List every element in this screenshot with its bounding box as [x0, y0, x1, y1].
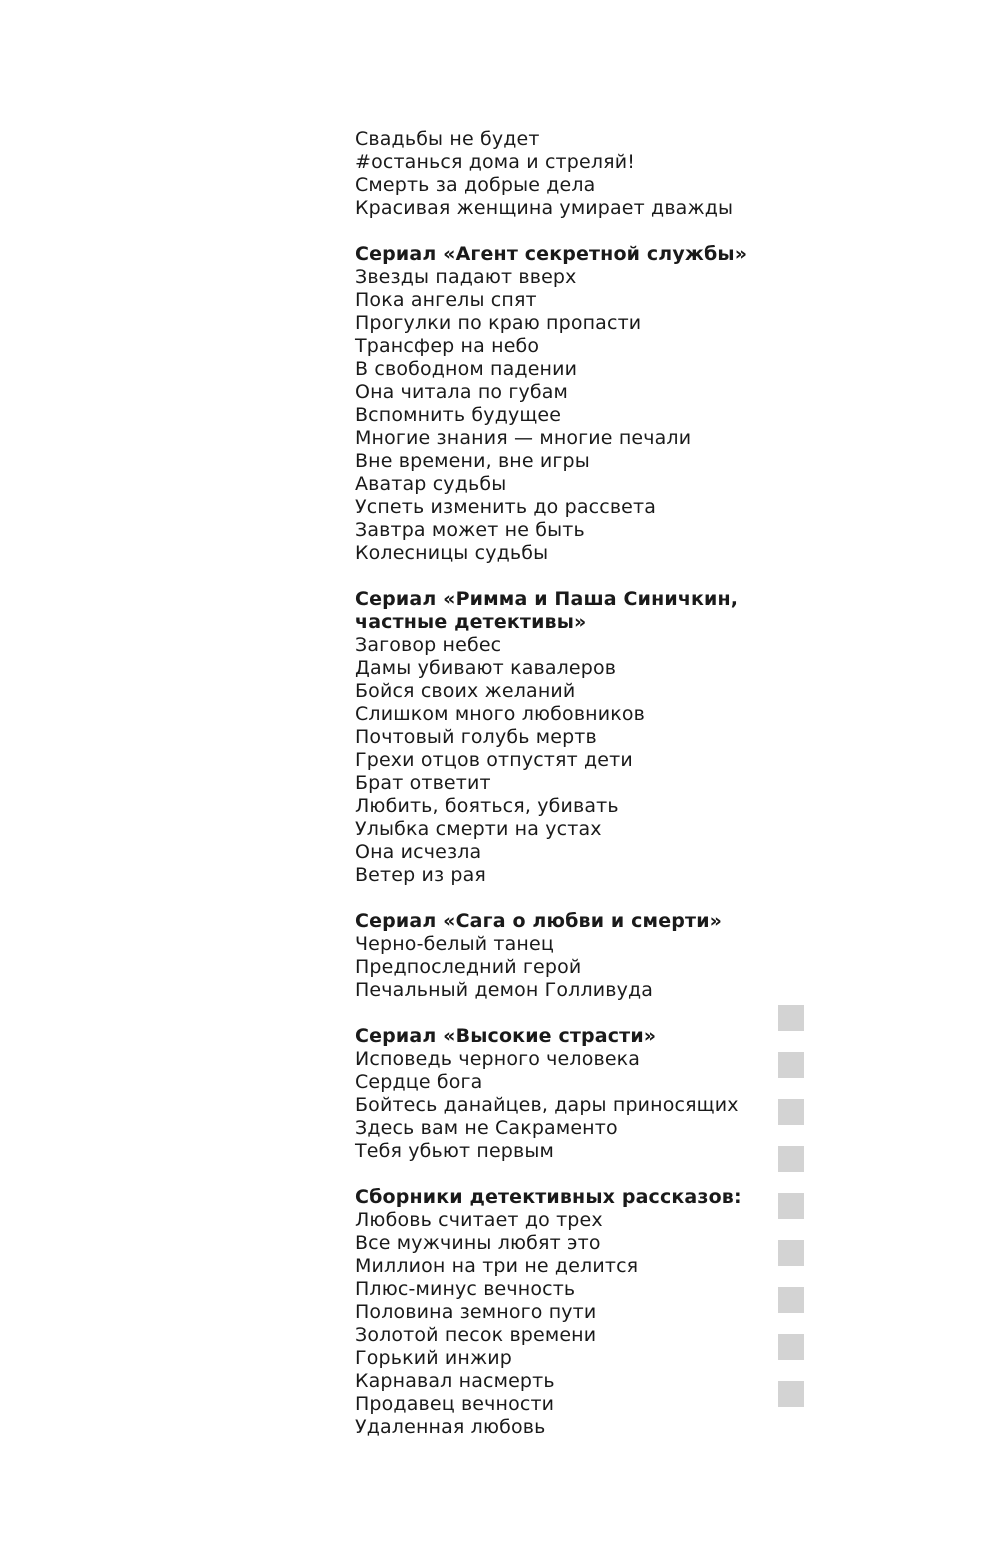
series-heading: Сериал «Агент секретной службы»: [355, 243, 748, 265]
book-title: Дамы убивают кавалеров: [355, 657, 617, 679]
book-title: Предпоследний герой: [355, 956, 582, 978]
book-title: В свободном падении: [355, 358, 578, 380]
book-list: [355, 128, 755, 1439]
book-title: Пока ангелы спят: [355, 289, 537, 311]
book-title: Любовь считает до трех: [355, 1209, 603, 1231]
book-title: Половина земного пути: [355, 1301, 597, 1323]
book-title: Бойтесь данайцев, дары приносящих: [355, 1094, 739, 1116]
book-title: Здесь вам не Сакраменто: [355, 1117, 618, 1139]
book-title: Заговор небес: [355, 634, 502, 656]
edge-marker: [778, 1193, 804, 1219]
book-title: Колесницы судьбы: [355, 542, 549, 564]
book-title: Продавец вечности: [355, 1393, 555, 1415]
book-title: Любить, бояться, убивать: [355, 795, 619, 817]
book-title: Печальный демон Голливуда: [355, 979, 654, 1001]
book-title: Удаленная любовь: [355, 1416, 546, 1438]
edge-marker: [778, 1334, 804, 1360]
book-title: Бойся своих желаний: [355, 680, 576, 702]
book-title: Брат ответит: [355, 772, 491, 794]
book-title: Черно-белый танец: [355, 933, 554, 955]
book-title: Исповедь черного человека: [355, 1048, 641, 1070]
book-title: Свадьбы не будет: [355, 128, 540, 150]
book-title: Миллион на три не делится: [355, 1255, 639, 1277]
book-title: Слишком много любовников: [355, 703, 645, 725]
book-title: Она исчезла: [355, 841, 482, 863]
book-title: Звезды падают вверх: [355, 266, 577, 288]
book-title: Тебя убьют первым: [355, 1140, 554, 1162]
book-title: Многие знания — многие печали: [355, 427, 692, 449]
series-rimma-pasha: [355, 588, 755, 887]
book-title: Она читала по губам: [355, 381, 569, 403]
edge-marker: [778, 1099, 804, 1125]
book-title: Сердце бога: [355, 1071, 483, 1093]
book-title: Почтовый голубь мертв: [355, 726, 597, 748]
series-heading: Сборники детективных рассказов:: [355, 1186, 742, 1208]
book-title: Карнавал насмерть: [355, 1370, 555, 1392]
book-title: Трансфер на небо: [355, 335, 540, 357]
book-title: Ветер из рая: [355, 864, 487, 886]
standalone-titles: [355, 128, 755, 220]
series-heading: Сериал «Римма и Паша Синичкин,: [355, 588, 739, 610]
page-edge-markers: [778, 1005, 804, 1428]
edge-marker: [778, 1240, 804, 1266]
book-title: #останься дома и стреляй!: [355, 151, 635, 173]
book-title: Вспомнить будущее: [355, 404, 562, 426]
series-saga: [355, 910, 755, 1002]
edge-marker: [778, 1052, 804, 1078]
edge-marker: [778, 1381, 804, 1407]
book-title: Грехи отцов отпустят дети: [355, 749, 633, 771]
series-high-passions: [355, 1025, 755, 1163]
book-title: Успеть изменить до рассвета: [355, 496, 657, 518]
book-title: Красивая женщина умирает дважды: [355, 197, 734, 219]
story-collections: [355, 1186, 755, 1439]
book-title: Плюс-минус вечность: [355, 1278, 576, 1300]
edge-marker: [778, 1287, 804, 1313]
book-title: Смерть за добрые дела: [355, 174, 596, 196]
series-heading: Сериал «Высокие страсти»: [355, 1025, 657, 1047]
book-title: Прогулки по краю пропасти: [355, 312, 642, 334]
edge-marker: [778, 1005, 804, 1031]
book-title: Завтра может не быть: [355, 519, 585, 541]
book-title: Аватар судьбы: [355, 473, 507, 495]
series-heading-continued: частные детективы»: [355, 611, 587, 633]
book-title: Вне времени, вне игры: [355, 450, 590, 472]
book-title: Золотой песок времени: [355, 1324, 597, 1346]
series-agent: [355, 243, 755, 565]
book-title: Улыбка смерти на устах: [355, 818, 602, 840]
series-heading: Сериал «Сага о любви и смерти»: [355, 910, 723, 932]
book-title: Горький инжир: [355, 1347, 512, 1369]
book-title: Все мужчины любят это: [355, 1232, 601, 1254]
edge-marker: [778, 1146, 804, 1172]
